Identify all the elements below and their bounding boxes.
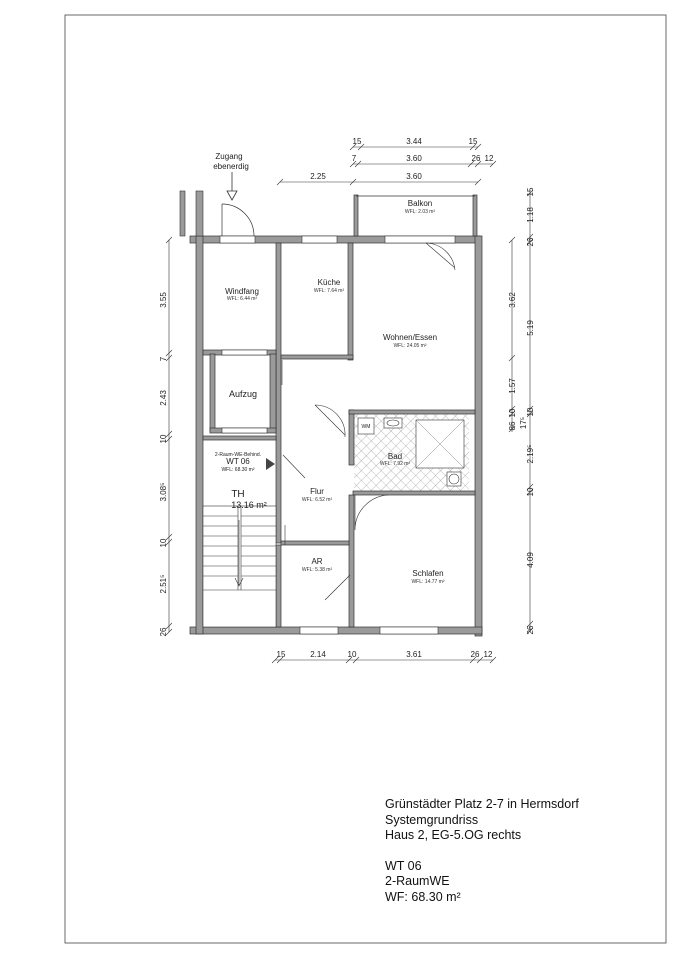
- dim-bottom-f: 12: [483, 650, 493, 659]
- dim-right-inner-5: 17⁵: [519, 416, 528, 430]
- room-windfang-name: Windfang: [225, 287, 259, 296]
- dim-right-4: 5.19: [526, 320, 535, 336]
- room-th-area: 13.16 m²: [231, 500, 267, 510]
- dim-right-inner-4: 86: [508, 421, 517, 431]
- dim-right-2: 1.18: [526, 207, 535, 223]
- dim-top-1b: 3.44: [406, 137, 422, 146]
- room-balkon-name: Balkon: [407, 199, 433, 208]
- title-address: Grünstädter Platz 2-7 in Hermsdorf: [385, 797, 579, 811]
- dim-top-2b: 3.60: [406, 154, 422, 163]
- unit-tag-line2: WT 06: [226, 457, 250, 466]
- dim-left-5: 3.08⁵: [159, 482, 168, 502]
- room-th-name: TH: [231, 489, 245, 500]
- room-wohnen-area: WFL: 24.05 m²: [393, 343, 427, 349]
- staircase: [203, 506, 276, 627]
- washing-machine-label: WM: [361, 424, 371, 430]
- dim-bottom-e: 26: [470, 650, 480, 659]
- dim-left-1: 3.55: [159, 292, 168, 308]
- entrance-door: [222, 204, 254, 236]
- title-unit-type: 2-RaumWE: [385, 874, 450, 888]
- room-ar-area: WFL: 5.38 m²: [301, 567, 333, 573]
- dim-left-8: 26: [159, 627, 168, 637]
- dim-right-5: 10: [526, 407, 535, 417]
- room-aufzug-name: Aufzug: [228, 389, 258, 399]
- entrance-label-line2: ebenerdig: [213, 162, 249, 171]
- dim-bottom-d: 3.61: [406, 650, 422, 659]
- dim-right-1: 15: [526, 187, 535, 197]
- room-wohnen-name: Wohnen/Essen: [382, 333, 438, 342]
- dim-left-4: 10: [159, 434, 168, 444]
- room-bad-name: Bad: [387, 452, 403, 461]
- dim-right-6: 2.19⁵: [526, 444, 535, 464]
- room-schlafen-name: Schlafen: [412, 569, 444, 578]
- dim-right-inner-1: 3.62: [508, 292, 517, 308]
- dim-left-6: 10: [159, 538, 168, 548]
- room-balkon-area: WFL: 2.03 m²: [404, 209, 436, 215]
- title-floor-area: WF: 68.30 m²: [385, 889, 461, 904]
- dim-left-7: 2.51⁵: [159, 574, 168, 594]
- dim-bottom-b: 2.14: [310, 650, 326, 659]
- entrance-arrow-icon: [227, 172, 237, 200]
- dim-top-1c: 15: [468, 137, 478, 146]
- dim-top-2d: 12: [484, 154, 494, 163]
- room-bad-area: WFL: 7.92 m²: [379, 461, 411, 467]
- room-windfang-area: WFL: 6.44 m²: [226, 296, 258, 302]
- unit-tag-line1: 2-Raum-WE-Behind.: [214, 452, 262, 458]
- dim-left-3: 2.43: [159, 390, 168, 406]
- title-block: [385, 797, 579, 905]
- room-schlafen-area: WFL: 14.77 m²: [411, 579, 445, 585]
- room-flur-area: WFL: 6.52 m²: [301, 497, 333, 503]
- unit-tag-line3: WFL: 68.30 m²: [221, 467, 255, 473]
- dim-bottom-c: 10: [347, 650, 357, 659]
- dim-left-2: 7: [159, 356, 168, 362]
- dim-right-8: 4.09: [526, 552, 535, 568]
- dim-bottom-a: 15: [276, 650, 286, 659]
- room-ar-name: AR: [311, 557, 323, 566]
- dim-top-2a: 7: [351, 154, 357, 163]
- dim-right-inner-3: 10: [508, 408, 517, 418]
- dim-right-9: 26: [526, 625, 535, 635]
- title-unit: WT 06: [385, 858, 422, 873]
- title-house: Haus 2, EG-5.OG rechts: [385, 828, 522, 842]
- entrance-label-line1: Zugang: [215, 152, 243, 161]
- title-plan-type: Systemgrundriss: [385, 812, 479, 827]
- dim-top-2c: 26: [471, 154, 481, 163]
- dim-right-7: 10: [526, 487, 535, 497]
- room-kueche-area: WFL: 7.64 m²: [313, 288, 345, 294]
- unit-marker-icon: [266, 458, 275, 470]
- dim-right-3: 26: [526, 237, 535, 247]
- room-flur-name: Flur: [310, 487, 324, 496]
- dim-top-3b: 3.60: [406, 172, 422, 181]
- dim-right-inner-2: 1.57: [508, 378, 517, 394]
- dim-top-1a: 15: [352, 137, 362, 146]
- room-kueche-name: Küche: [317, 278, 341, 287]
- dim-top-3a: 2.25: [310, 172, 326, 181]
